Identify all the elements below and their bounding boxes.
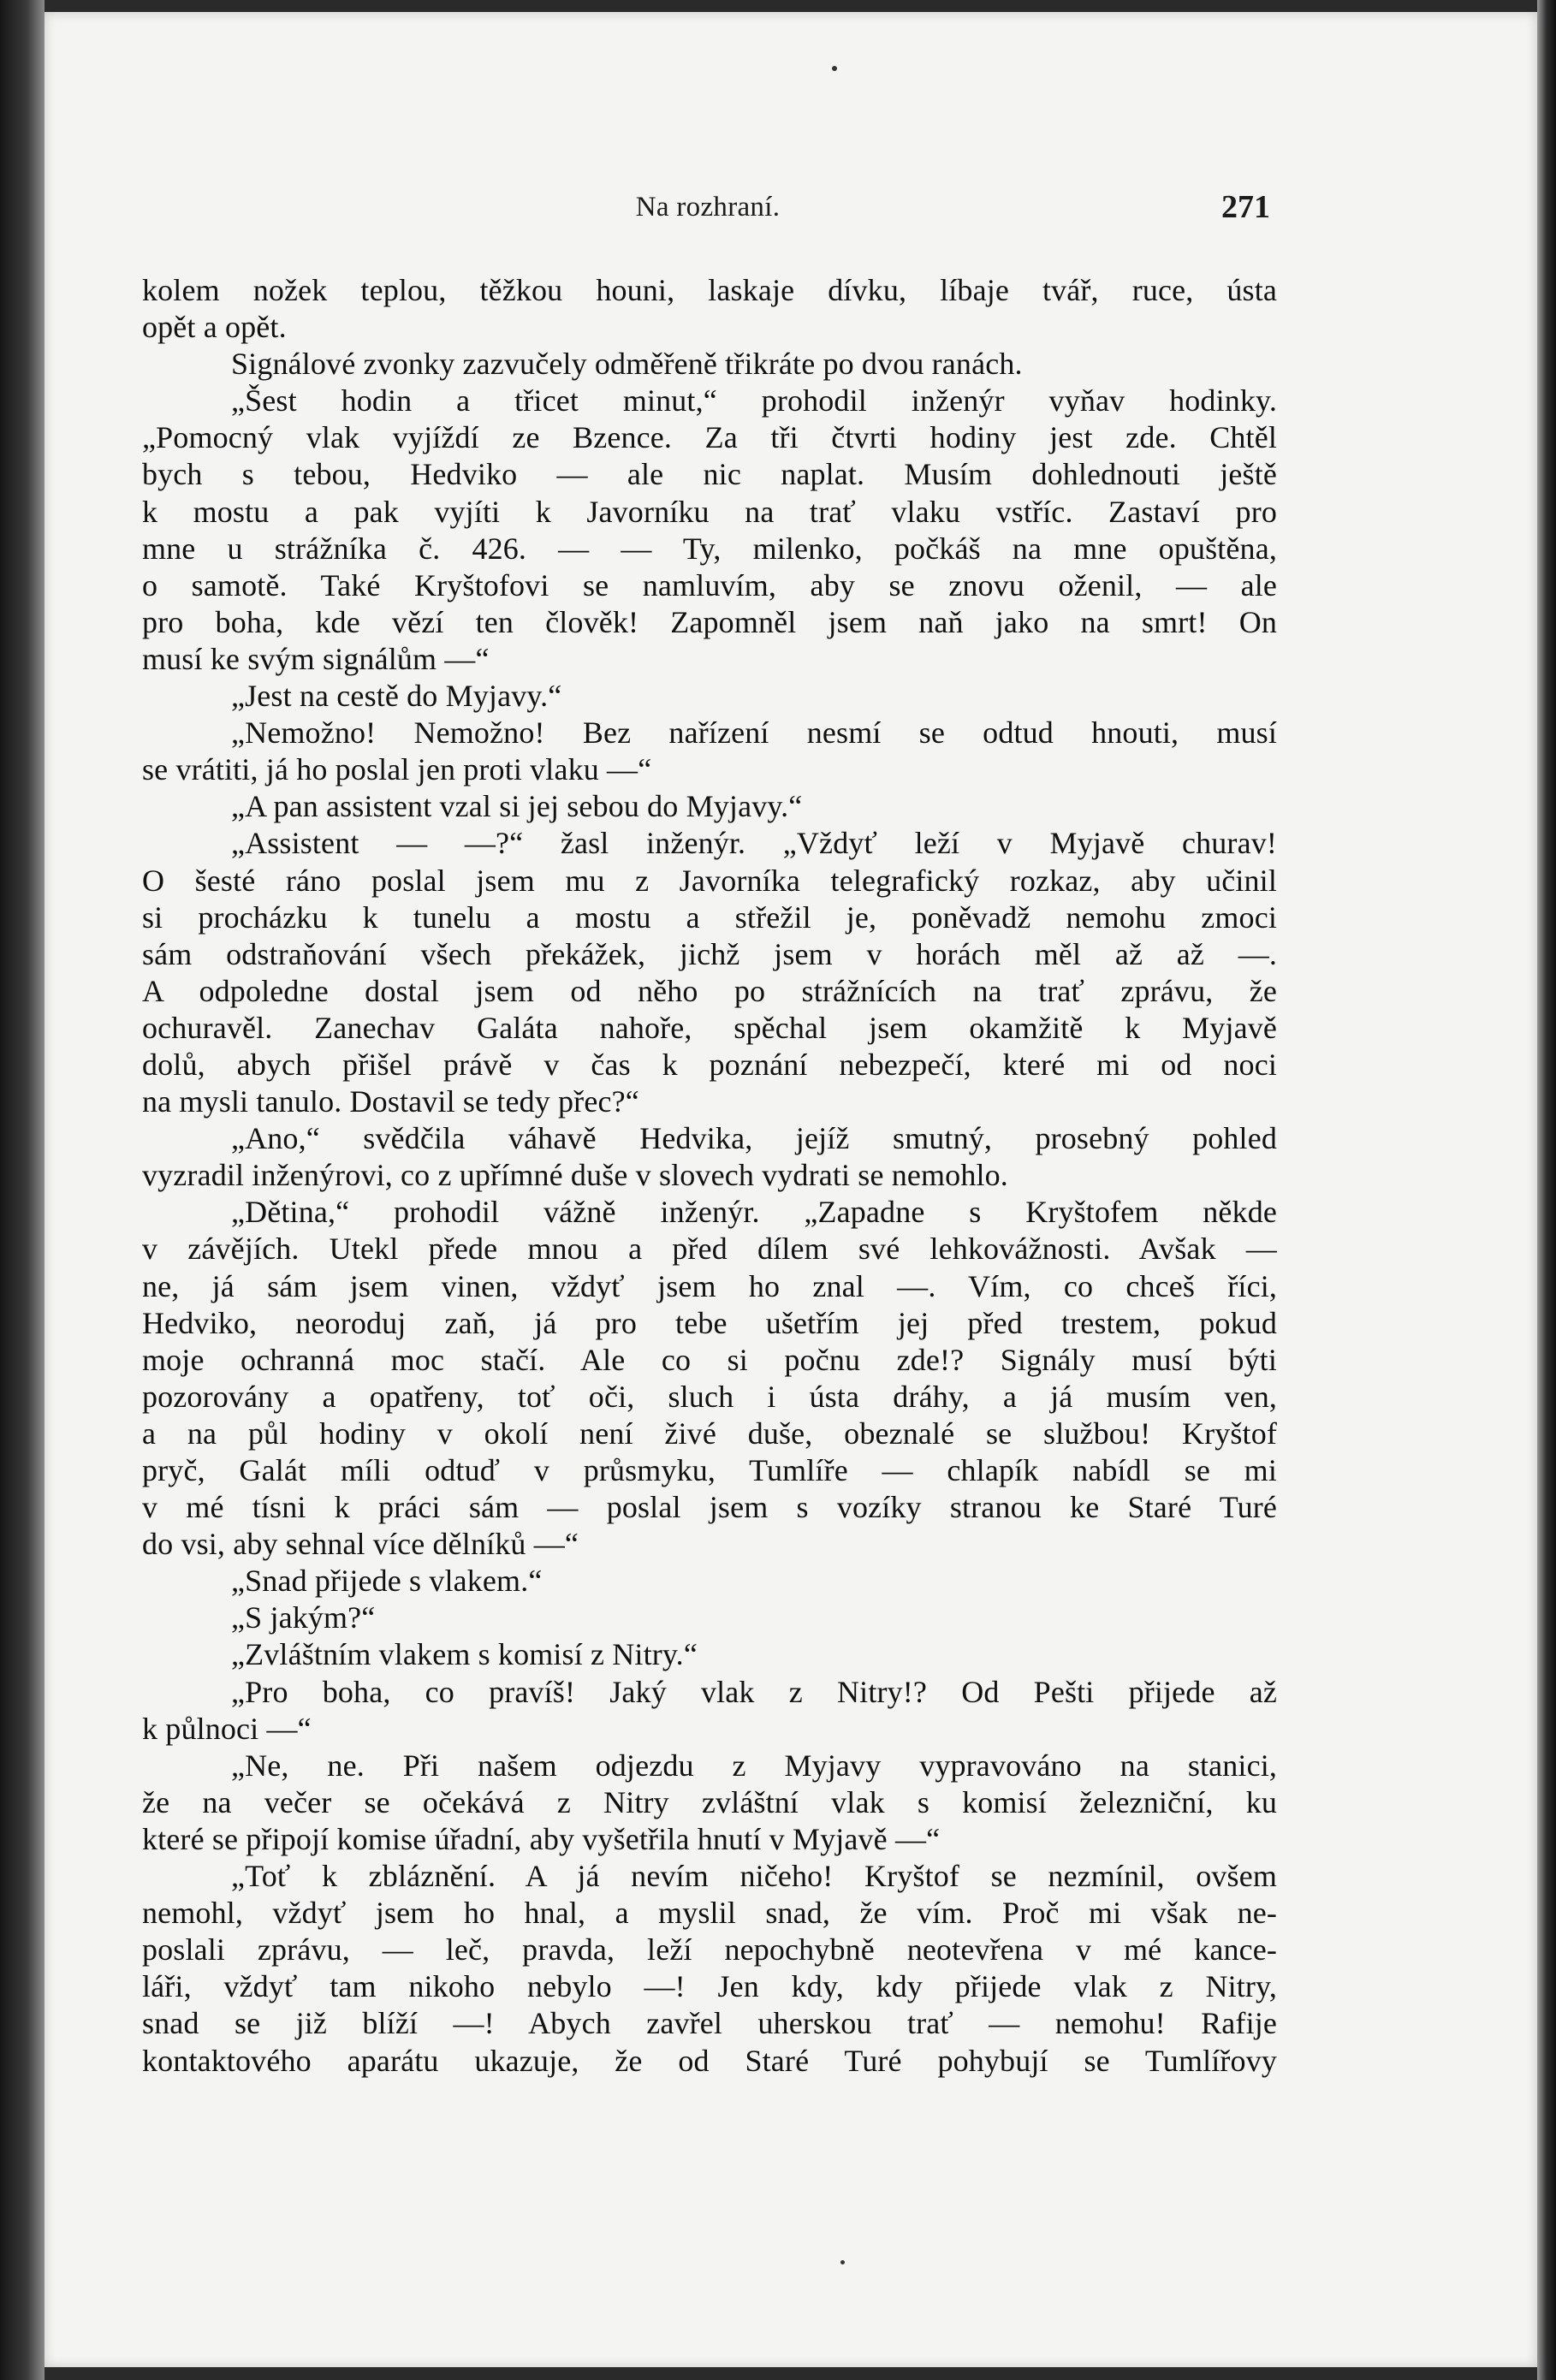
text-line: kolem nožek teplou, těžkou houni, laskaje dívku, líbaje tvář, ruce, ústa bbox=[142, 273, 1277, 307]
text-line: že na večer se očekává z Nitry zvláštní vlak s komisí železniční, ku bbox=[142, 1784, 1277, 1819]
text-line: „Snad přijede s vlakem.“ bbox=[231, 1564, 543, 1599]
text-line: ne, já sám jsem vinen, vždyť jsem ho znal —. Vím, co chceš říci, bbox=[142, 1268, 1277, 1303]
text-line: bych s tebou, Hedviko — ale nic naplat. Musím dohlednouti ještě bbox=[142, 457, 1277, 492]
text-line: k půlnoci —“ bbox=[142, 1711, 312, 1746]
text-line: „Pro boha, co pravíš! Jaký vlak z Nitry!? Od Pešti přijede až bbox=[231, 1674, 1277, 1709]
text-line: které se připojí komise úřadní, aby vyšetřila hnutí v Myjavě —“ bbox=[142, 1821, 941, 1856]
text-line: snad se již blíží —! Abych zavřel uherskou trať — nemohu! Rafije bbox=[142, 2006, 1277, 2041]
running-title: Na rozhraní. bbox=[635, 192, 781, 223]
text-line: dolů, abych přišel právě v čas k poznání nebezpečí, které mi od noci bbox=[142, 1047, 1277, 1082]
speck bbox=[832, 66, 837, 71]
text-line: vyzradil inženýrovi, co z upřímné duše v slovech vydrati se nemohlo. bbox=[142, 1158, 1008, 1193]
text-line: „Ne, ne. Při našem odjezdu z Myjavy vypravováno na stanici, bbox=[231, 1748, 1277, 1783]
text-line: musí ke svým signálům —“ bbox=[142, 641, 490, 676]
body-text bbox=[142, 272, 1277, 2080]
text-line: Signálové zvonky zazvučely odměřeně třikráte po dvou ranách. bbox=[231, 347, 1023, 382]
text-line: kontaktového aparátu ukazuje, že od Staré Turé pohybují se Tumlířovy bbox=[142, 2043, 1277, 2078]
text-line: láři, vždyť tam nikoho nebylo —! Jen kdy, kdy přijede vlak z Nitry, bbox=[142, 1969, 1277, 2004]
text-line: pro boha, kde vězí ten člověk! Zapomněl jsem naň jako na smrt! On bbox=[142, 604, 1277, 639]
text-line: si procházku k tunelu a mostu a střežil je, poněvadž nemohu zmoci bbox=[142, 899, 1277, 935]
text-line: „Nemožno! Nemožno! Bez nařízení nesmí se odtud hnouti, musí bbox=[231, 715, 1277, 751]
text-line: A odpoledne dostal jsem od něho po strážnících na trať zprávu, že bbox=[142, 973, 1277, 1008]
text-line: se vrátiti, já ho poslal jen proti vlaku —“ bbox=[142, 752, 652, 787]
text-line: ochuravěl. Zanechav Galáta nahoře, spěchal jsem okamžitě k Myjavě bbox=[142, 1010, 1277, 1045]
text-line: „Pomocný vlak vyjíždí ze Bzence. Za tři čtvrti hodiny jest zde. Chtěl bbox=[142, 420, 1277, 455]
text-line: „Dětina,“ prohodil vážně inženýr. „Zapadne s Kryštofem někde bbox=[231, 1195, 1277, 1230]
text-line: „Toť k zbláznění. A já nevím ničeho! Kryštof se nezmínil, ovšem bbox=[231, 1859, 1277, 1894]
text-line: do vsi, aby sehnal více dělníků —“ bbox=[142, 1527, 579, 1562]
scan-edge-right bbox=[1537, 0, 1556, 2380]
text-line: „Assistent — —?“ žasl inženýr. „Vždyť leží v Myjavě churav! bbox=[231, 826, 1277, 861]
speck bbox=[840, 2260, 845, 2264]
scan-edge-left bbox=[0, 0, 45, 2380]
page-number: 271 bbox=[1221, 189, 1270, 225]
text-line: O šesté ráno poslal jsem mu z Javorníka telegrafický rozkaz, aby učinil bbox=[142, 863, 1277, 898]
text-line: „Jest na cestě do Myjavy.“ bbox=[231, 679, 562, 714]
text-line: „Ano,“ svědčila váhavě Hedvika, jejíž smutný, prosebný pohled bbox=[231, 1121, 1277, 1156]
text-line: poslali zprávu, — leč, pravda, leží nepochybně neotevřena v mé kance- bbox=[142, 1932, 1277, 1968]
text-line: „Šest hodin a třicet minut,“ prohodil inženýr vyňav hodinky. bbox=[231, 383, 1277, 418]
text-line: Hedviko, neoroduj zaň, já pro tebe ušetřím jej před trestem, pokud bbox=[142, 1305, 1277, 1340]
text-line: pryč, Galát míli odtuď v průsmyku, Tumlíře — chlapík nabídl se mi bbox=[142, 1453, 1277, 1487]
text-line: na mysli tanulo. Dostavil se tedy přec?“ bbox=[142, 1084, 639, 1119]
text-line: mne u strážníka č. 426. — — Ty, milenko, počkáš na mne opuštěna, bbox=[142, 531, 1277, 566]
text-line: „S jakým?“ bbox=[231, 1600, 376, 1635]
text-line: nemohl, vždyť jsem ho hnal, a myslil snad, že vím. Proč mi však ne- bbox=[142, 1896, 1277, 1931]
text-line: moje ochranná moc stačí. Ale co si počnu zde!? Signály musí býti bbox=[142, 1342, 1277, 1377]
text-line: „Zvláštním vlakem s komisí z Nitry.“ bbox=[231, 1637, 698, 1672]
text-line: v mé tísni k práci sám — poslal jsem s vozíky stranou ke Staré Turé bbox=[142, 1490, 1277, 1525]
text-line: „A pan assistent vzal si jej sebou do Myjavy.“ bbox=[231, 789, 803, 824]
text-line: k mostu a pak vyjíti k Javorníku na trať vlaku vstříc. Zastaví pro bbox=[142, 494, 1277, 529]
text-line: pozorovány a opatřeny, toť oči, sluch i ústa dráhy, a já musím ven, bbox=[142, 1379, 1277, 1414]
text-line: o samotě. Také Kryštofovi se namluvím, aby se znovu oženil, — ale bbox=[142, 567, 1277, 602]
text-line: sám odstraňování všech překážek, jichž jsem v horách měl až až —. bbox=[142, 936, 1277, 971]
page-header bbox=[146, 187, 1270, 234]
text-line: opět a opět. bbox=[142, 310, 287, 345]
text-line: a na půl hodiny v okolí není živé duše, obeznalé se službou! Kryštof bbox=[142, 1416, 1277, 1451]
text-line: v závějích. Utekl přede mnou a před dílem své lehkovážnosti. Avšak — bbox=[142, 1232, 1277, 1267]
